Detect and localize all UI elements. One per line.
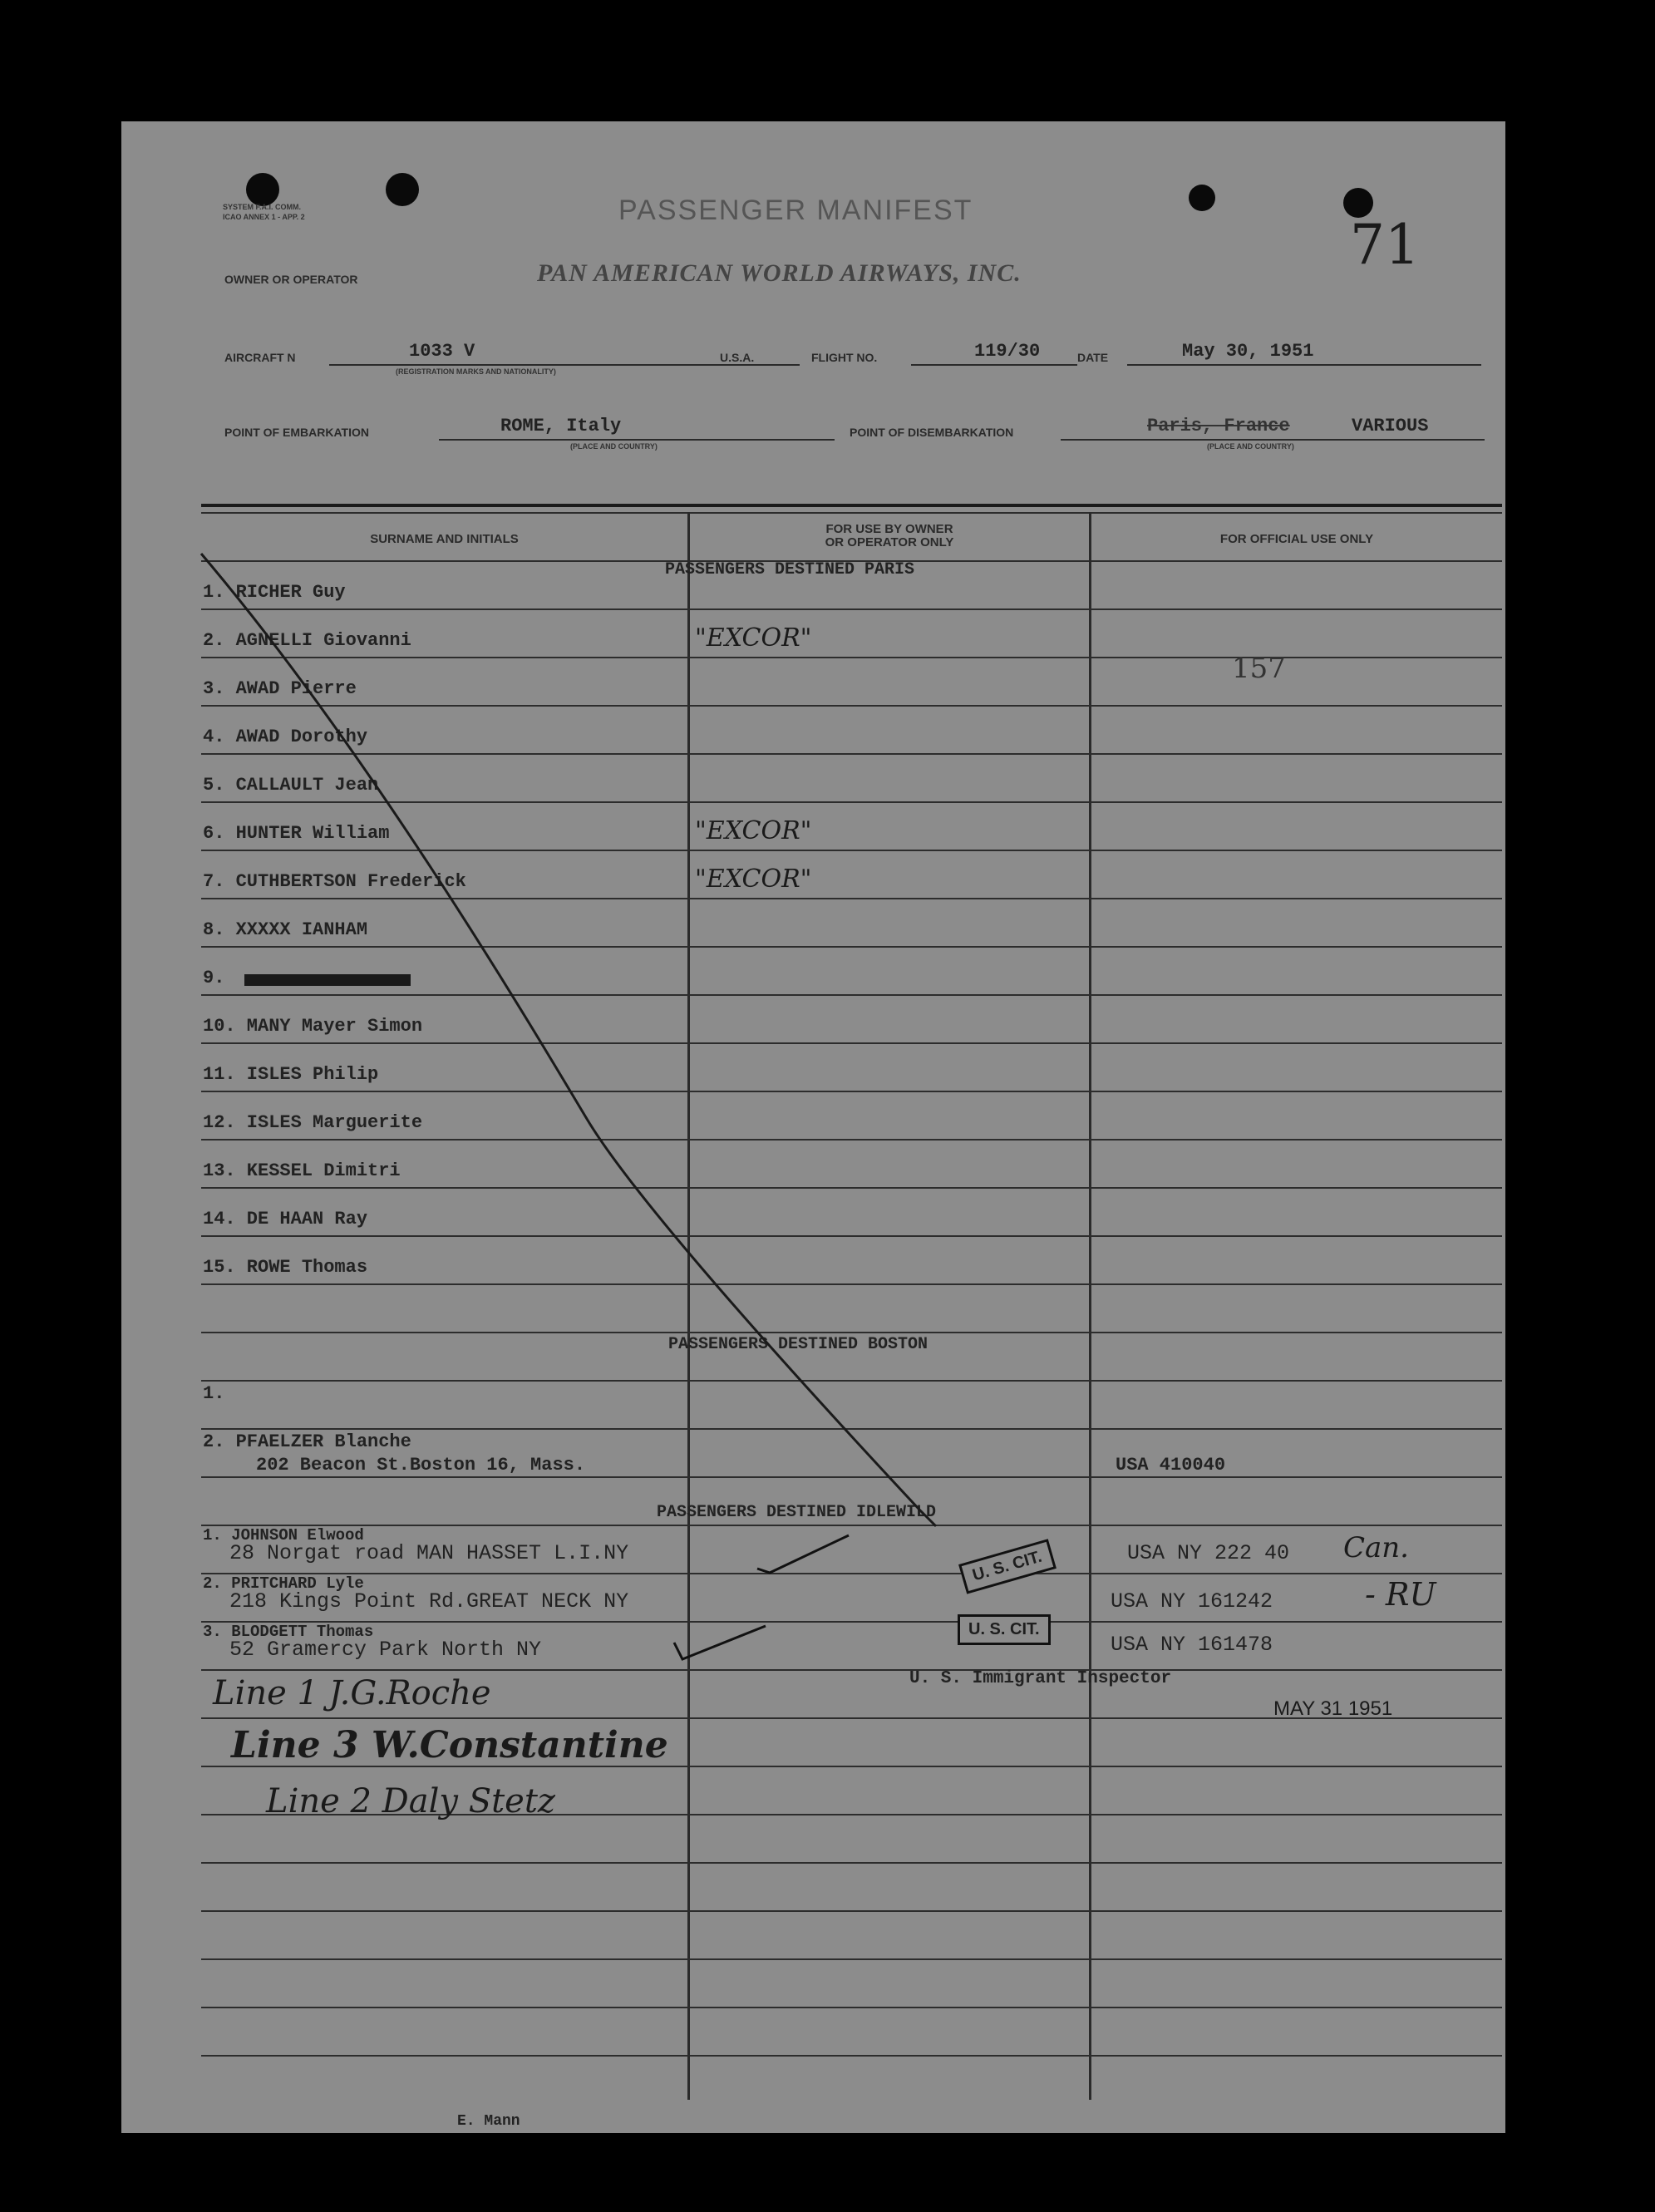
row-rule [201,1958,1502,1960]
section-paris: PASSENGERS DESTINED PARIS [665,560,915,579]
embark-value: ROME, Italy [500,416,622,436]
section-idlewild: PASSENGERS DESTINED IDLEWILD [657,1503,937,1522]
official-header: FOR OFFICIAL USE ONLY [1219,532,1374,546]
idlewild-row-hand: - RU [1365,1576,1436,1613]
boston-row-name: 2. PFAELZER Blanche [203,1431,411,1452]
boston-row-address: 202 Beacon St.Boston 16, Mass. [256,1455,586,1475]
date-label: DATE [1077,351,1109,364]
table-row-name: 2. AGNELLI Giovanni [203,630,411,651]
official-number: 157 [1232,652,1286,685]
date-value: May 30, 1951 [1182,341,1314,362]
idlewild-row-address: 28 Norgat road MAN HASSET L.I.NY [229,1541,629,1565]
idlewild-row-name: 1. JOHNSON Elwood [203,1526,364,1544]
owner-name: PAN AMERICAN WORLD AIRWAYS, INC. [537,259,1022,287]
idlewild-row-official: USA NY 222 40 [1127,1541,1290,1565]
table-row-name: 5. CALLAULT Jean [203,775,379,796]
table-row-name: 12. ISLES Marguerite [203,1112,423,1133]
page-title: PASSENGER MANIFEST [618,195,973,226]
row-rule [201,2007,1502,2008]
embark-caption: (PLACE AND COUNTRY) [570,442,658,451]
owner-note: "EXCOR" [695,623,812,653]
idlewild-row-hand: Can. [1343,1531,1409,1564]
aircraft-value: 1033 V [409,341,475,362]
table-row-name: 1. RICHER Guy [203,582,346,603]
manifest-sheet [121,121,1505,2133]
signature-line-1: Line 1 J.G.Roche [213,1674,491,1712]
date-stamp: MAY 31 1951 [1273,1697,1393,1720]
idlewild-row-name: 2. PRITCHARD Lyle [203,1574,364,1593]
row-rule [201,2055,1502,2057]
table-row-name: 7. CUTHBERTSON Frederick [203,871,466,892]
embark-label: POINT OF EMBARKATION [224,426,369,439]
table-row-name: 14. DE HAAN Ray [203,1209,368,1229]
row-rule [201,1910,1502,1912]
boston-row-name: 1. [203,1383,225,1404]
idlewild-row-address: 52 Gramercy Park North NY [229,1638,542,1662]
idlewild-row-official: USA NY 161242 [1111,1589,1273,1613]
aircraft-label: AIRCRAFT N [224,351,296,364]
disembark-label: POINT OF DISEMBARKATION [850,426,1014,439]
table-row-name: 15. ROWE Thomas [203,1257,368,1278]
owner-note: "EXCOR" [695,865,812,894]
flight-label: FLIGHT NO. [811,351,878,364]
section-boston: PASSENGERS DESTINED BOSTON [668,1335,928,1354]
table-row-name: 4. AWAD Dorothy [203,727,368,747]
disembark-struck: Paris, France [1147,416,1290,436]
owner-note: "EXCOR" [695,816,812,845]
table-row-name: 9. [203,968,225,988]
system-line-1: SYSTEM F.A.I. COMM. [223,203,302,211]
table-row-name: 3. AWAD Pierre [203,678,357,699]
table-row-name: 10. MANY Mayer Simon [203,1016,423,1037]
disembark-caption: (PLACE AND COUNTRY) [1207,442,1294,451]
owner-label: OWNER OR OPERATOR [224,273,358,286]
owner-use-header-1: FOR USE BY OWNER [825,522,953,536]
table-row-name: 11. ISLES Philip [203,1064,379,1085]
signature-line-3: Line 3 W.Constantine [231,1724,668,1766]
row-rule [201,1862,1502,1864]
cancellation-line [121,121,1505,1784]
system-line-2: ICAO ANNEX 1 - APP. 2 [223,213,305,221]
page-mark: 71 [1350,213,1420,277]
table-row-name: 6. HUNTER William [203,823,390,844]
usa-label: U.S.A. [720,351,755,364]
table-row-name: 8. XXXXX IANHAM [203,919,368,940]
aircraft-caption: (REGISTRATION MARKS AND NATIONALITY) [396,367,556,376]
inspector-stamp: U. S. Immigrant Inspector [909,1669,1172,1688]
boston-row-official: USA 410040 [1116,1455,1226,1475]
owner-use-header-2: OR OPERATOR ONLY [825,535,954,549]
signature-line-2: Line 2 Daly Stetz [266,1782,555,1820]
surname-header: SURNAME AND INITIALS [370,532,519,546]
table-row-name: 13. KESSEL Dimitri [203,1160,401,1181]
footer-note: E. Mann [457,2113,520,2130]
idlewild-row-official: USA NY 161478 [1111,1633,1273,1657]
idlewild-row-name: 3. BLODGETT Thomas [203,1623,374,1641]
disembark-value: VARIOUS [1352,416,1429,436]
us-cit-stamp: U. S. CIT. [958,1614,1051,1645]
idlewild-row-address: 218 Kings Point Rd.GREAT NECK NY [229,1589,629,1613]
flight-value: 119/30 [974,341,1041,362]
us-cit-stamp: U. S. CIT. [958,1539,1056,1594]
